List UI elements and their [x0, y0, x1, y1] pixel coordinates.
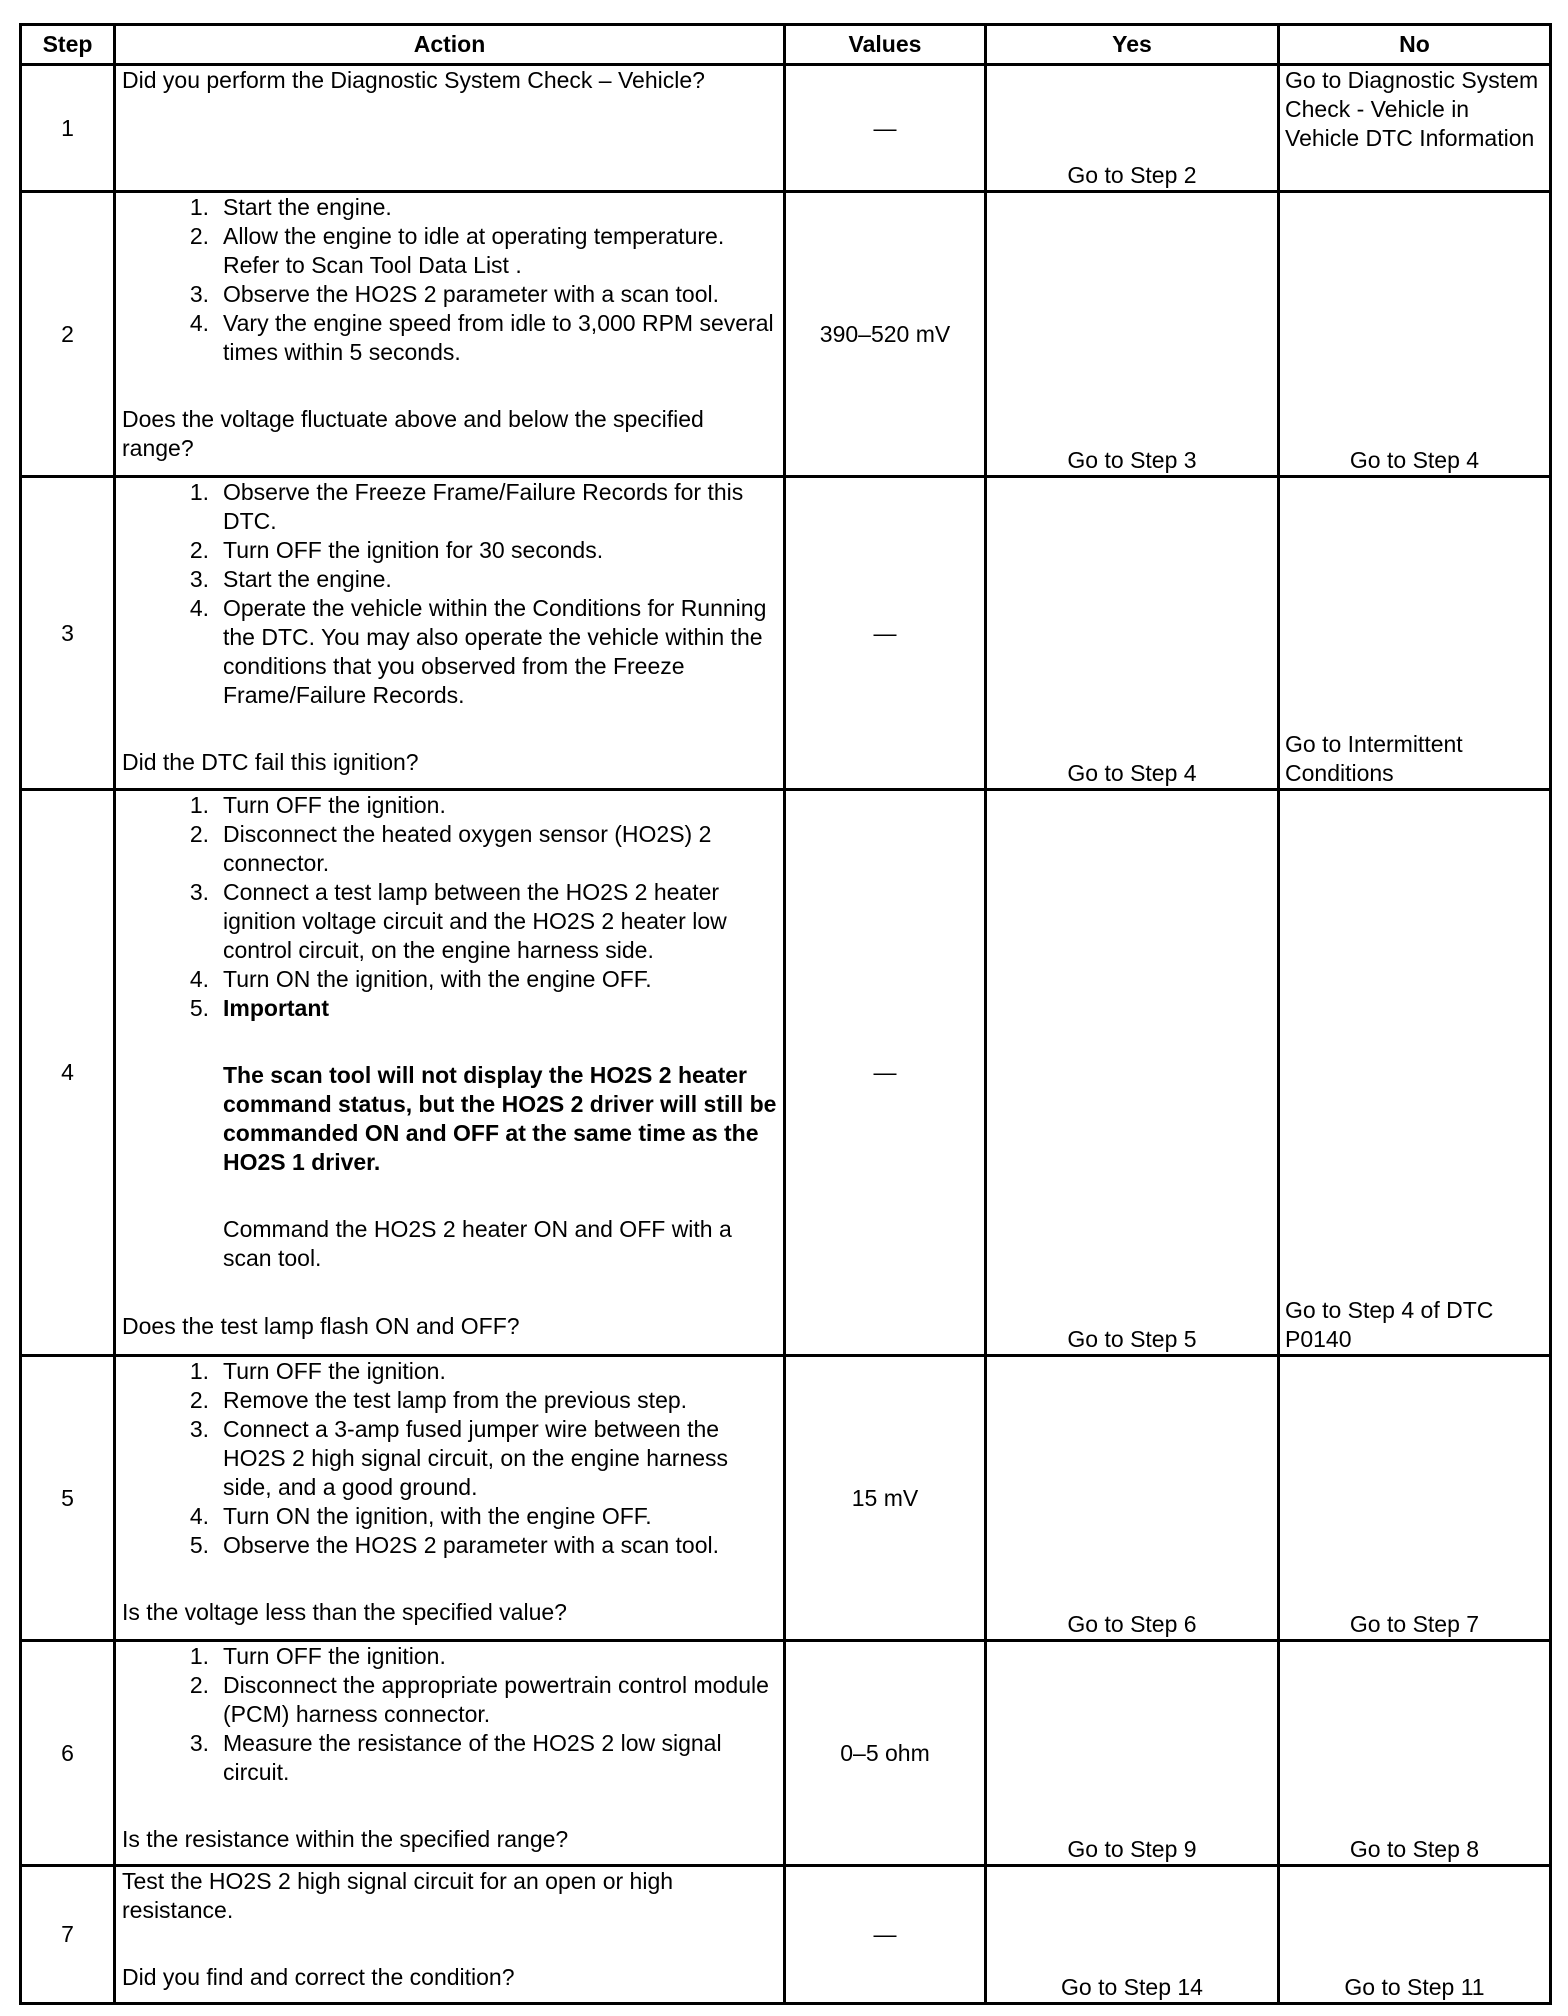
action-steps	[122, 1642, 779, 1787]
step-number: 6	[21, 1641, 115, 1866]
header-yes: Yes	[986, 25, 1279, 65]
list-item: 3. Measure the resistance of the HO2S 2 low signal circuit.	[189, 1730, 722, 1785]
yes-cell: Go to Step 5	[986, 790, 1279, 1356]
list-item: 1. Turn OFF the ignition.	[189, 1643, 446, 1669]
question: Did the DTC fail this ignition?	[122, 749, 419, 775]
list-item: 1. Observe the Freeze Frame/Failure Records for this DTC.	[189, 479, 744, 534]
no-cell: Go to Step 4	[1279, 192, 1551, 477]
yes-cell: Go to Step 3	[986, 192, 1279, 477]
header-action: Action	[115, 25, 785, 65]
question: Did you perform the Diagnostic System Check – Vehicle?	[122, 67, 705, 93]
list-item: 2. Disconnect the appropriate powertrain control module (PCM) harness connector.	[189, 1672, 769, 1727]
header-step: Step	[21, 25, 115, 65]
value-cell: —	[785, 1866, 986, 2004]
table-row	[21, 65, 1551, 192]
yes-cell: Go to Step 2	[986, 65, 1279, 192]
header-no: No	[1279, 25, 1551, 65]
table-row	[21, 1641, 1551, 1866]
list-item: 4. Operate the vehicle within the Conditions for Running the DTC. You may also operate the vehicle within the conditions that you observed from the Freeze Frame/Failure Records.	[189, 595, 767, 708]
action-cell	[115, 1356, 785, 1641]
list-item: 3. Connect a test lamp between the HO2S 2 heater ignition voltage circuit and the HO2S 2 heater low control circuit, on the engine harness side.	[189, 879, 727, 963]
list-item: 1. Turn OFF the ignition.	[189, 1358, 446, 1384]
list-item: 4. Turn ON the ignition, with the engine OFF.	[189, 966, 652, 992]
list-item: 2. Remove the test lamp from the previous step.	[189, 1387, 688, 1413]
no-cell: Go to Step 7	[1279, 1356, 1551, 1641]
table-row	[21, 192, 1551, 477]
step-number: 4	[21, 790, 115, 1356]
action-steps	[122, 193, 779, 367]
table-row	[21, 477, 1551, 790]
action-cell	[115, 1866, 785, 2004]
list-item: 2. Allow the engine to idle at operating temperature. Refer to Scan Tool Data List .	[189, 223, 725, 278]
action-steps	[122, 478, 779, 710]
command-instruction: Command the HO2S 2 heater ON and OFF with a scan tool.	[223, 1216, 732, 1271]
no-cell: Go to Step 11	[1279, 1866, 1551, 2004]
list-item: 4. Turn ON the ignition, with the engine OFF.	[189, 1503, 652, 1529]
header-row	[21, 25, 1551, 65]
no-cell: Go to Step 8	[1279, 1641, 1551, 1866]
diagnostic-table	[19, 23, 1552, 2005]
no-cell: Go to Step 4 of DTC P0140	[1279, 790, 1551, 1356]
action-cell	[115, 790, 785, 1356]
table-row	[21, 1356, 1551, 1641]
no-cell: Go to Intermittent Conditions	[1279, 477, 1551, 790]
list-item: 1. Turn OFF the ignition.	[189, 792, 446, 818]
table-row	[21, 790, 1551, 1356]
value-cell: 390–520 mV	[785, 192, 986, 477]
list-item: 2. Disconnect the heated oxygen sensor (HO2S) 2 connector.	[189, 821, 712, 876]
table-row	[21, 1866, 1551, 2004]
action-cell	[115, 477, 785, 790]
action-cell	[115, 192, 785, 477]
yes-cell: Go to Step 9	[986, 1641, 1279, 1866]
step-number: 3	[21, 477, 115, 790]
question: Did you find and correct the condition?	[122, 1964, 515, 1990]
list-item: 4. Vary the engine speed from idle to 3,000 RPM several times within 5 seconds.	[189, 310, 774, 365]
question: Is the resistance within the specified range?	[122, 1826, 569, 1852]
value-cell: —	[785, 790, 986, 1356]
question: Does the voltage fluctuate above and below the specified range?	[122, 406, 704, 461]
action-steps	[122, 791, 779, 1023]
step-number: 2	[21, 192, 115, 477]
no-cell: Go to Diagnostic System Check - Vehicle in Vehicle DTC Information	[1279, 65, 1551, 192]
question: Is the voltage less than the specified value?	[122, 1599, 567, 1625]
value-cell: 0–5 ohm	[785, 1641, 986, 1866]
yes-cell: Go to Step 14	[986, 1866, 1279, 2004]
action-steps	[122, 1357, 779, 1560]
value-cell: —	[785, 477, 986, 790]
list-item: 1. Start the engine.	[189, 194, 392, 220]
step-number: 1	[21, 65, 115, 192]
action-cell	[115, 65, 785, 192]
value-cell: —	[785, 65, 986, 192]
yes-cell: Go to Step 4	[986, 477, 1279, 790]
list-item: 5. Observe the HO2S 2 parameter with a scan tool.	[189, 1532, 720, 1558]
step-number: 5	[21, 1356, 115, 1641]
yes-cell: Go to Step 6	[986, 1356, 1279, 1641]
list-item: 3. Observe the HO2S 2 parameter with a scan tool.	[189, 281, 720, 307]
action-intro: Test the HO2S 2 high signal circuit for an open or high resistance.	[122, 1868, 674, 1923]
value-cell: 15 mV	[785, 1356, 986, 1641]
list-item: 2. Turn OFF the ignition for 30 seconds.	[189, 537, 604, 563]
list-item: 5. Important	[189, 995, 330, 1021]
list-item: 3. Connect a 3-amp fused jumper wire between the HO2S 2 high signal circuit, on the engine harness side, and a good ground.	[189, 1416, 729, 1500]
important-note: The scan tool will not display the HO2S 2 heater command status, but the HO2S 2 driver will still be commanded ON and OFF at the same time as the HO2S 1 driver.	[223, 1062, 777, 1175]
question: Does the test lamp flash ON and OFF?	[122, 1313, 520, 1339]
list-item: 3. Start the engine.	[189, 566, 392, 592]
step-number: 7	[21, 1866, 115, 2004]
header-values: Values	[785, 25, 986, 65]
action-cell	[115, 1641, 785, 1866]
